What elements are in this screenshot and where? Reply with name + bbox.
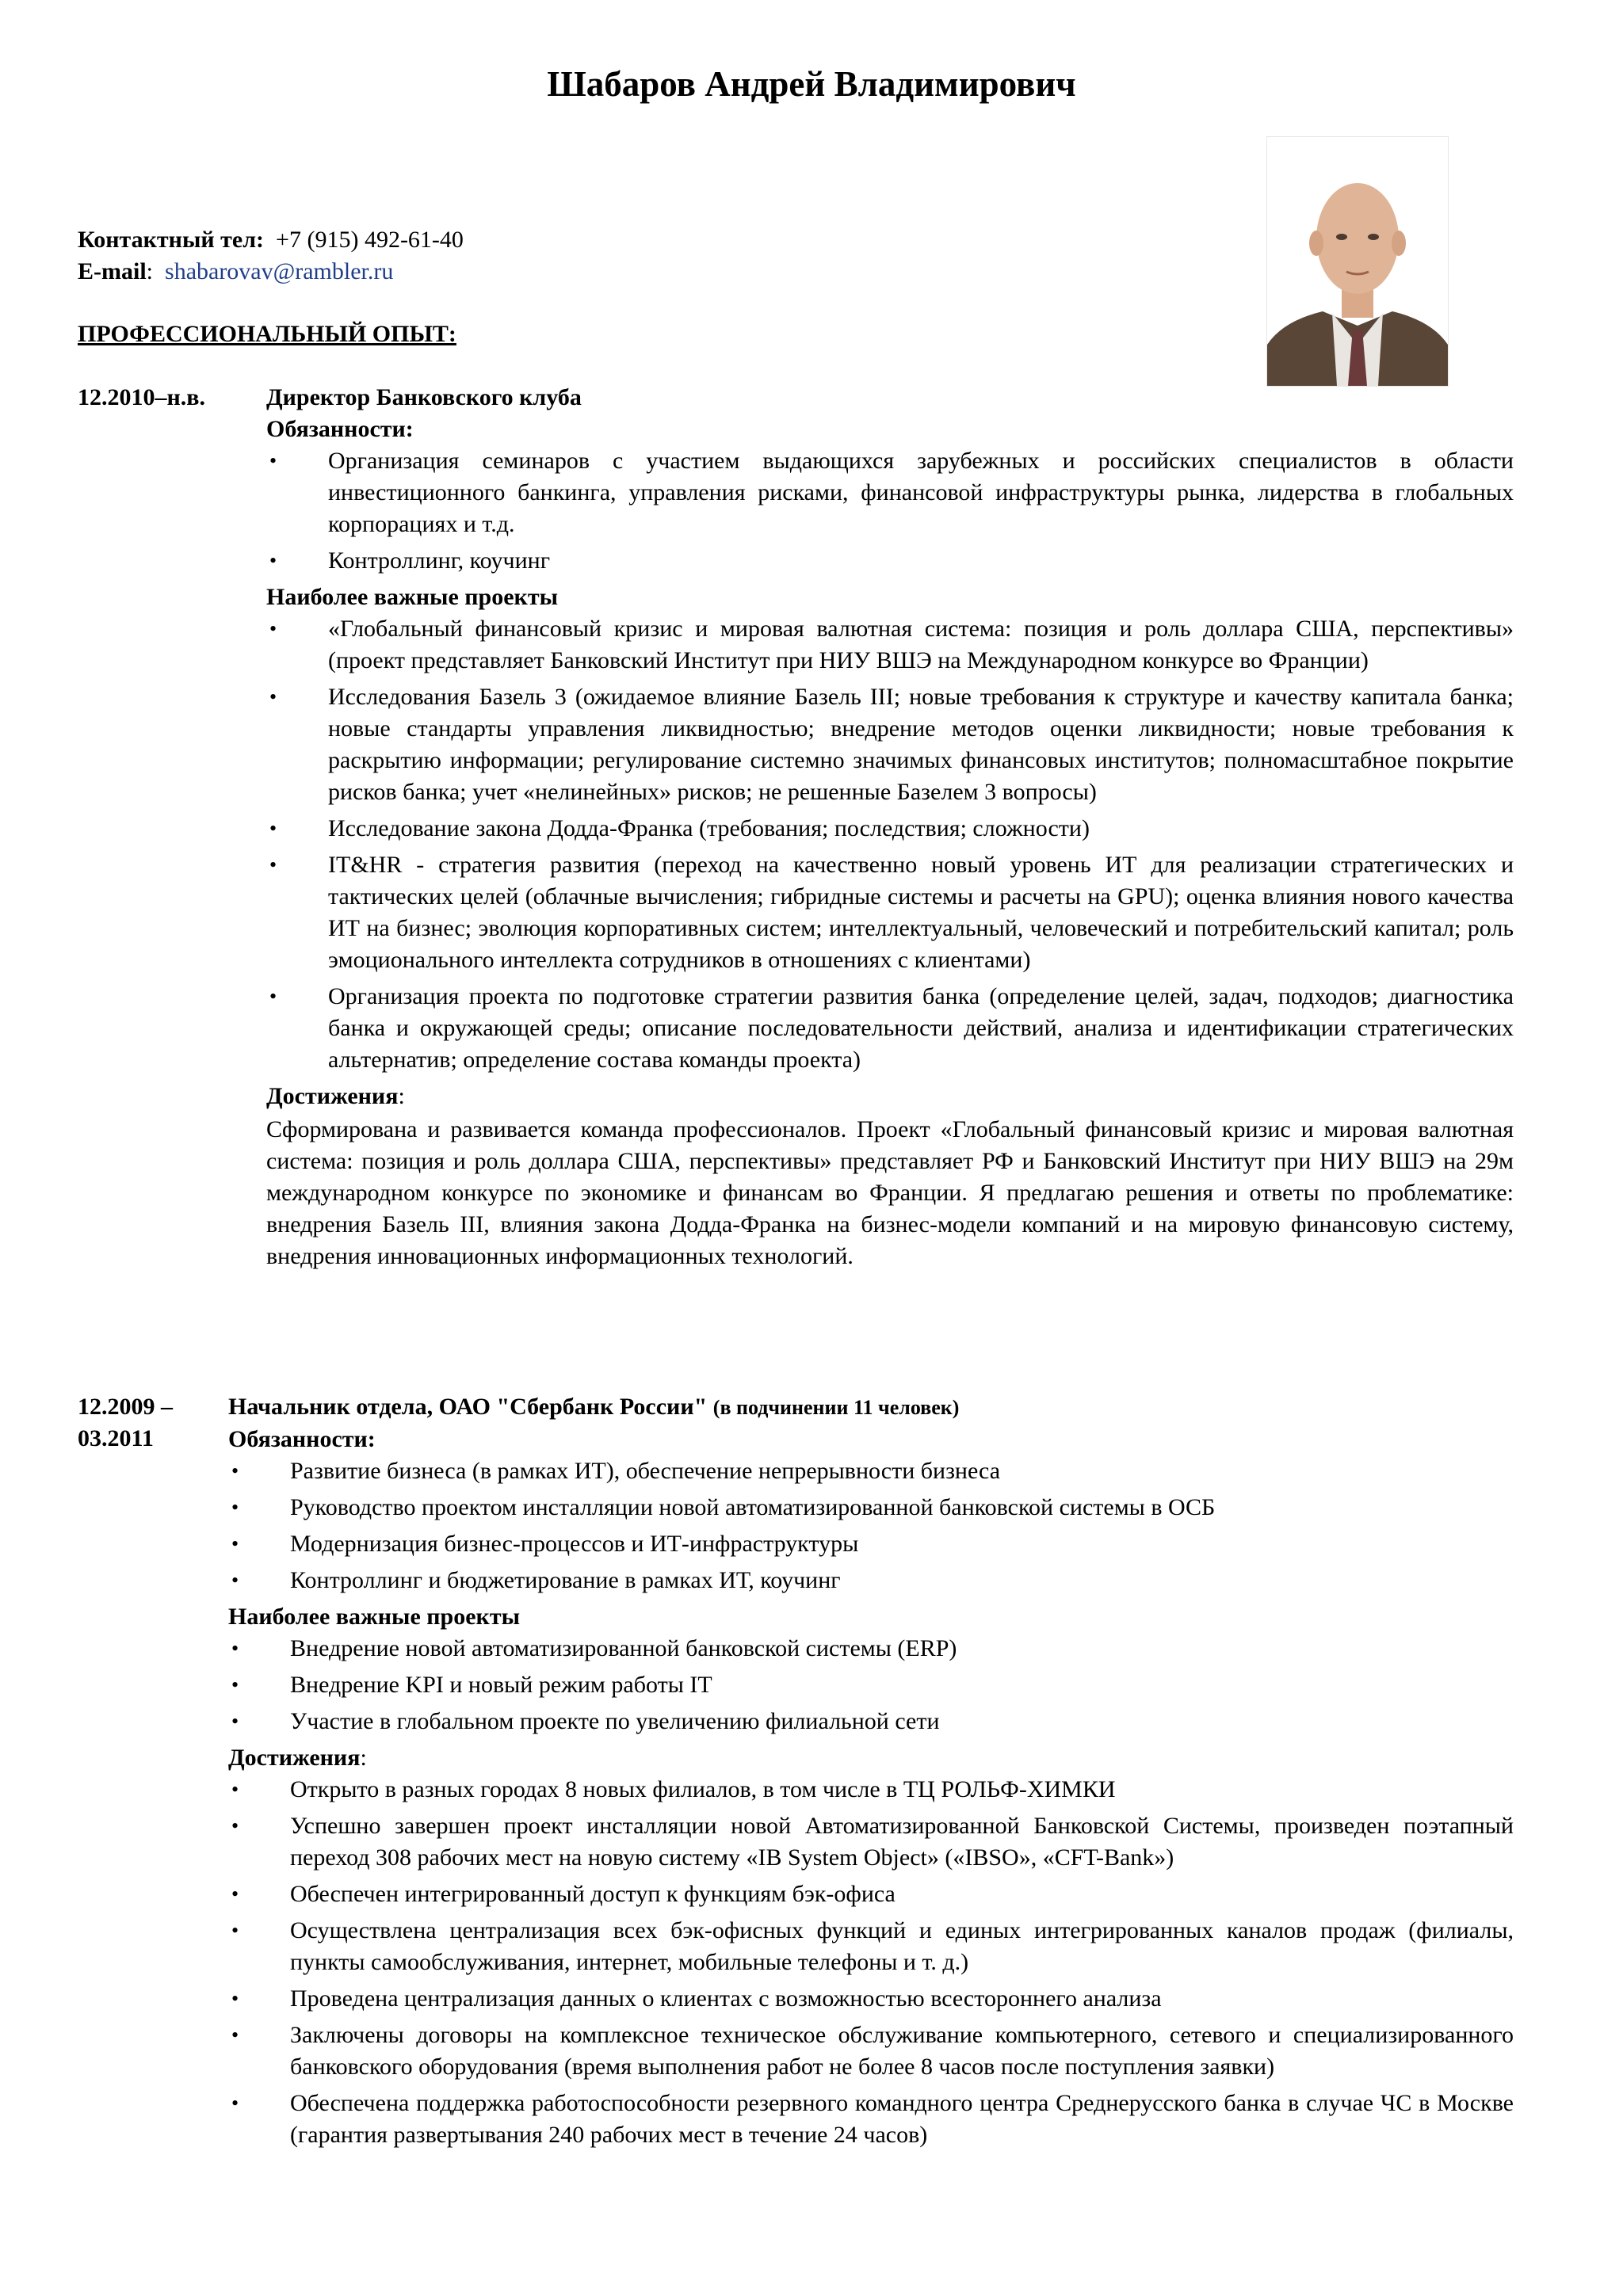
achievements-colon: :: [398, 1083, 405, 1109]
duties-list: [228, 1455, 1514, 1596]
bullet-icon: •: [231, 1459, 239, 1482]
list-item: • Обеспечен интегрированный доступ к функциям бэк-офиса: [228, 1878, 1514, 1910]
bullet-icon: •: [269, 853, 277, 876]
list-item: • Обеспечена поддержка работоспособности резервного командного центра Среднерусского банка в случае ЧС в Москве (гарантия развертывания 240 рабочих мест в течение 24 часов): [228, 2088, 1514, 2151]
list-item: • Контроллинг и бюджетирование в рамках ИТ, коучинг: [228, 1565, 1514, 1596]
list-item: • Модернизация бизнес-процессов и ИТ-инфраструктуры: [228, 1528, 1514, 1560]
list-item: • Развитие бизнеса (в рамках ИТ), обеспечение непрерывности бизнеса: [228, 1455, 1514, 1487]
achievements-label: Достижения: [266, 1083, 399, 1109]
projects-list: [266, 613, 1514, 1076]
list-item: • Осуществлена централизация всех бэк-офисных функций и единых интегрированных каналов продаж (филиалы, пункты самообслуживания, интернет, мобильные телефоны и т. д.): [228, 1915, 1514, 1978]
bullet-icon: •: [231, 1882, 239, 1905]
achievements-list: [228, 1774, 1514, 2151]
achievements-label: Достижения: [228, 1745, 361, 1771]
job-title-line: [228, 1391, 1514, 1424]
email-colon: :: [146, 258, 154, 284]
list-item: • Исследования Базель 3 (ожидаемое влияние Базель III; новые требования к структуре и качеству капитала банка; новые стандарты управления ликвидностью; внедрение методов оценки ликвидности; новые требования к раскрытию информации; регулирование системно значимых финансовых институтов; полномасштабное покрытие рисков банка; учет «нелинейных» рисков; не решенные Базелем 3 вопросы): [266, 681, 1514, 808]
duties-label: Обязанности:: [228, 1426, 376, 1452]
duties-list: [266, 445, 1514, 577]
email-line: [78, 256, 1029, 288]
phone-value: +7 (915) 492-61-40: [276, 227, 464, 253]
list-item: • Контроллинг, коучинг: [266, 545, 1514, 577]
projects-label: Наиболее важные проекты: [228, 1604, 520, 1630]
list-item: • Проведена централизация данных о клиентах с возможностью всестороннего анализа: [228, 1983, 1514, 2015]
list-item: • IT&HR - стратегия развития (переход на качественно новый уровень ИТ для реализации стратегических и тактических целей (облачные вычисления; гибридные системы и расчеты на GPU); оценка влияния нового качества ИТ на бизнес; эволюция корпоративных систем; интеллектуальный, человеческий и потребительский капитал; роль эмоционального интеллекта сотрудников в отношениях с клиентами): [266, 849, 1514, 976]
email-link[interactable]: shabarovav@rambler.ru: [165, 258, 394, 284]
bullet-icon: •: [231, 1919, 239, 1942]
achievements-colon: :: [360, 1745, 367, 1771]
bullet-icon: •: [231, 2092, 239, 2115]
job-body: [266, 382, 1514, 1272]
achievements-heading: [266, 1081, 1514, 1112]
bullet-icon: •: [231, 2023, 239, 2046]
job-title: Начальник отдела, ОАО "Сбербанк России": [228, 1394, 708, 1420]
phone-line: [78, 224, 1029, 256]
projects-label: Наиболее важные проекты: [266, 584, 558, 610]
job-body: [228, 1391, 1514, 2156]
bullet-icon: •: [269, 685, 277, 708]
list-item: • Внедрение KPI и новый режим работы IT: [228, 1669, 1514, 1701]
bullet-icon: •: [231, 1532, 239, 1555]
bullet-icon: •: [231, 1987, 239, 2010]
contact-block: [78, 224, 1029, 288]
list-item: • Внедрение новой автоматизированной банковской системы (ERP): [228, 1633, 1514, 1665]
bullet-icon: •: [231, 1637, 239, 1660]
bullet-icon: •: [231, 1569, 239, 1592]
candidate-photo: [1266, 136, 1449, 387]
duties-label: Обязанности:: [266, 416, 414, 442]
bullet-icon: •: [269, 549, 277, 572]
list-item: • «Глобальный финансовый кризис и мировая валютная система: позиция и роль доллара США, перспективы» (проект представляет Банковский Институт при НИУ ВШЭ на Международном конкурсе во Франции): [266, 613, 1514, 677]
list-item: • Успешно завершен проект инсталляции новой Автоматизированной Банковской Системы, произведен поэтапный переход 308 рабочих мест на новую систему «IB System Object» («IBSO», «CFT-Bank»): [228, 1810, 1514, 1874]
job-date-to: 03.2011: [78, 1425, 154, 1451]
job-title-note: (в подчинении 11 человек): [712, 1396, 960, 1419]
list-item: • Заключены договоры на комплексное техническое обслуживание компьютерного, сетевого и специализированного банковского оборудования (время выполнения работ не более 8 часов после поступления заявки): [228, 2019, 1514, 2083]
list-item: • Открыто в разных городах 8 новых филиалов, в том числе в ТЦ РОЛЬФ-ХИМКИ: [228, 1774, 1514, 1806]
bullet-icon: •: [231, 1710, 239, 1733]
job-title: Директор Банковского клуба: [266, 384, 582, 410]
list-item: • Руководство проектом инсталляции новой автоматизированной банковской системы в ОСБ: [228, 1492, 1514, 1524]
candidate-name: Шабаров Андрей Владимирович: [547, 64, 1076, 104]
list-item: • Организация проекта по подготовке стратегии развития банка (определение целей, задач, подходов; диагностика банка и окружающей среды; описание последовательности действий, анализа и идентификации стратегических альтернатив; определение состава команды проекта): [266, 981, 1514, 1076]
bullet-icon: •: [269, 985, 277, 1008]
list-item: • Организация семинаров с участием выдающихся зарубежных и российских специалистов в области инвестиционного банкинга, управления рисками, финансовой инфраструктуры рынка, лидерства в глобальных корпорациях и т.д.: [266, 445, 1514, 540]
job-dates: [78, 1391, 236, 1455]
bullet-icon: •: [269, 817, 277, 840]
achievements-text: Сформирована и развивается команда профессионалов. Проект «Глобальный финансовый кризис и мировая валютная система: позиция и роль доллара США, перспективы» представляет РФ и Банковский Институт при НИУ ВШЭ на 29м международном конкурсе по экономике и финансам во Франции. Я предлагаю решения и ответы по проблематике: внедрения Базель III, влияния закона Додда-Франка на бизнес-модели компаний и на мировую финансовую систему, внедрения инновационных информационных технологий.: [266, 1116, 1514, 1269]
job-date-from: 12.2009 –: [78, 1394, 173, 1420]
email-label: E-mail: [78, 258, 147, 284]
bullet-icon: •: [231, 1814, 239, 1837]
job-dates: 12.2010–н.в.: [78, 384, 205, 410]
achievements-heading: [228, 1742, 1514, 1774]
bullet-icon: •: [231, 1778, 239, 1801]
phone-label: Контактный тел:: [78, 227, 265, 253]
bullet-icon: •: [231, 1673, 239, 1696]
list-item: • Участие в глобальном проекте по увеличению филиальной сети: [228, 1706, 1514, 1737]
list-item: • Исследование закона Додда-Франка (требования; последствия; сложности): [266, 813, 1514, 845]
bullet-icon: •: [269, 449, 277, 472]
section-title: ПРОФЕССИОНАЛЬНЫЙ ОПЫТ:: [78, 321, 456, 347]
projects-list: [228, 1633, 1514, 1737]
bullet-icon: •: [269, 617, 277, 640]
bullet-icon: •: [231, 1496, 239, 1519]
